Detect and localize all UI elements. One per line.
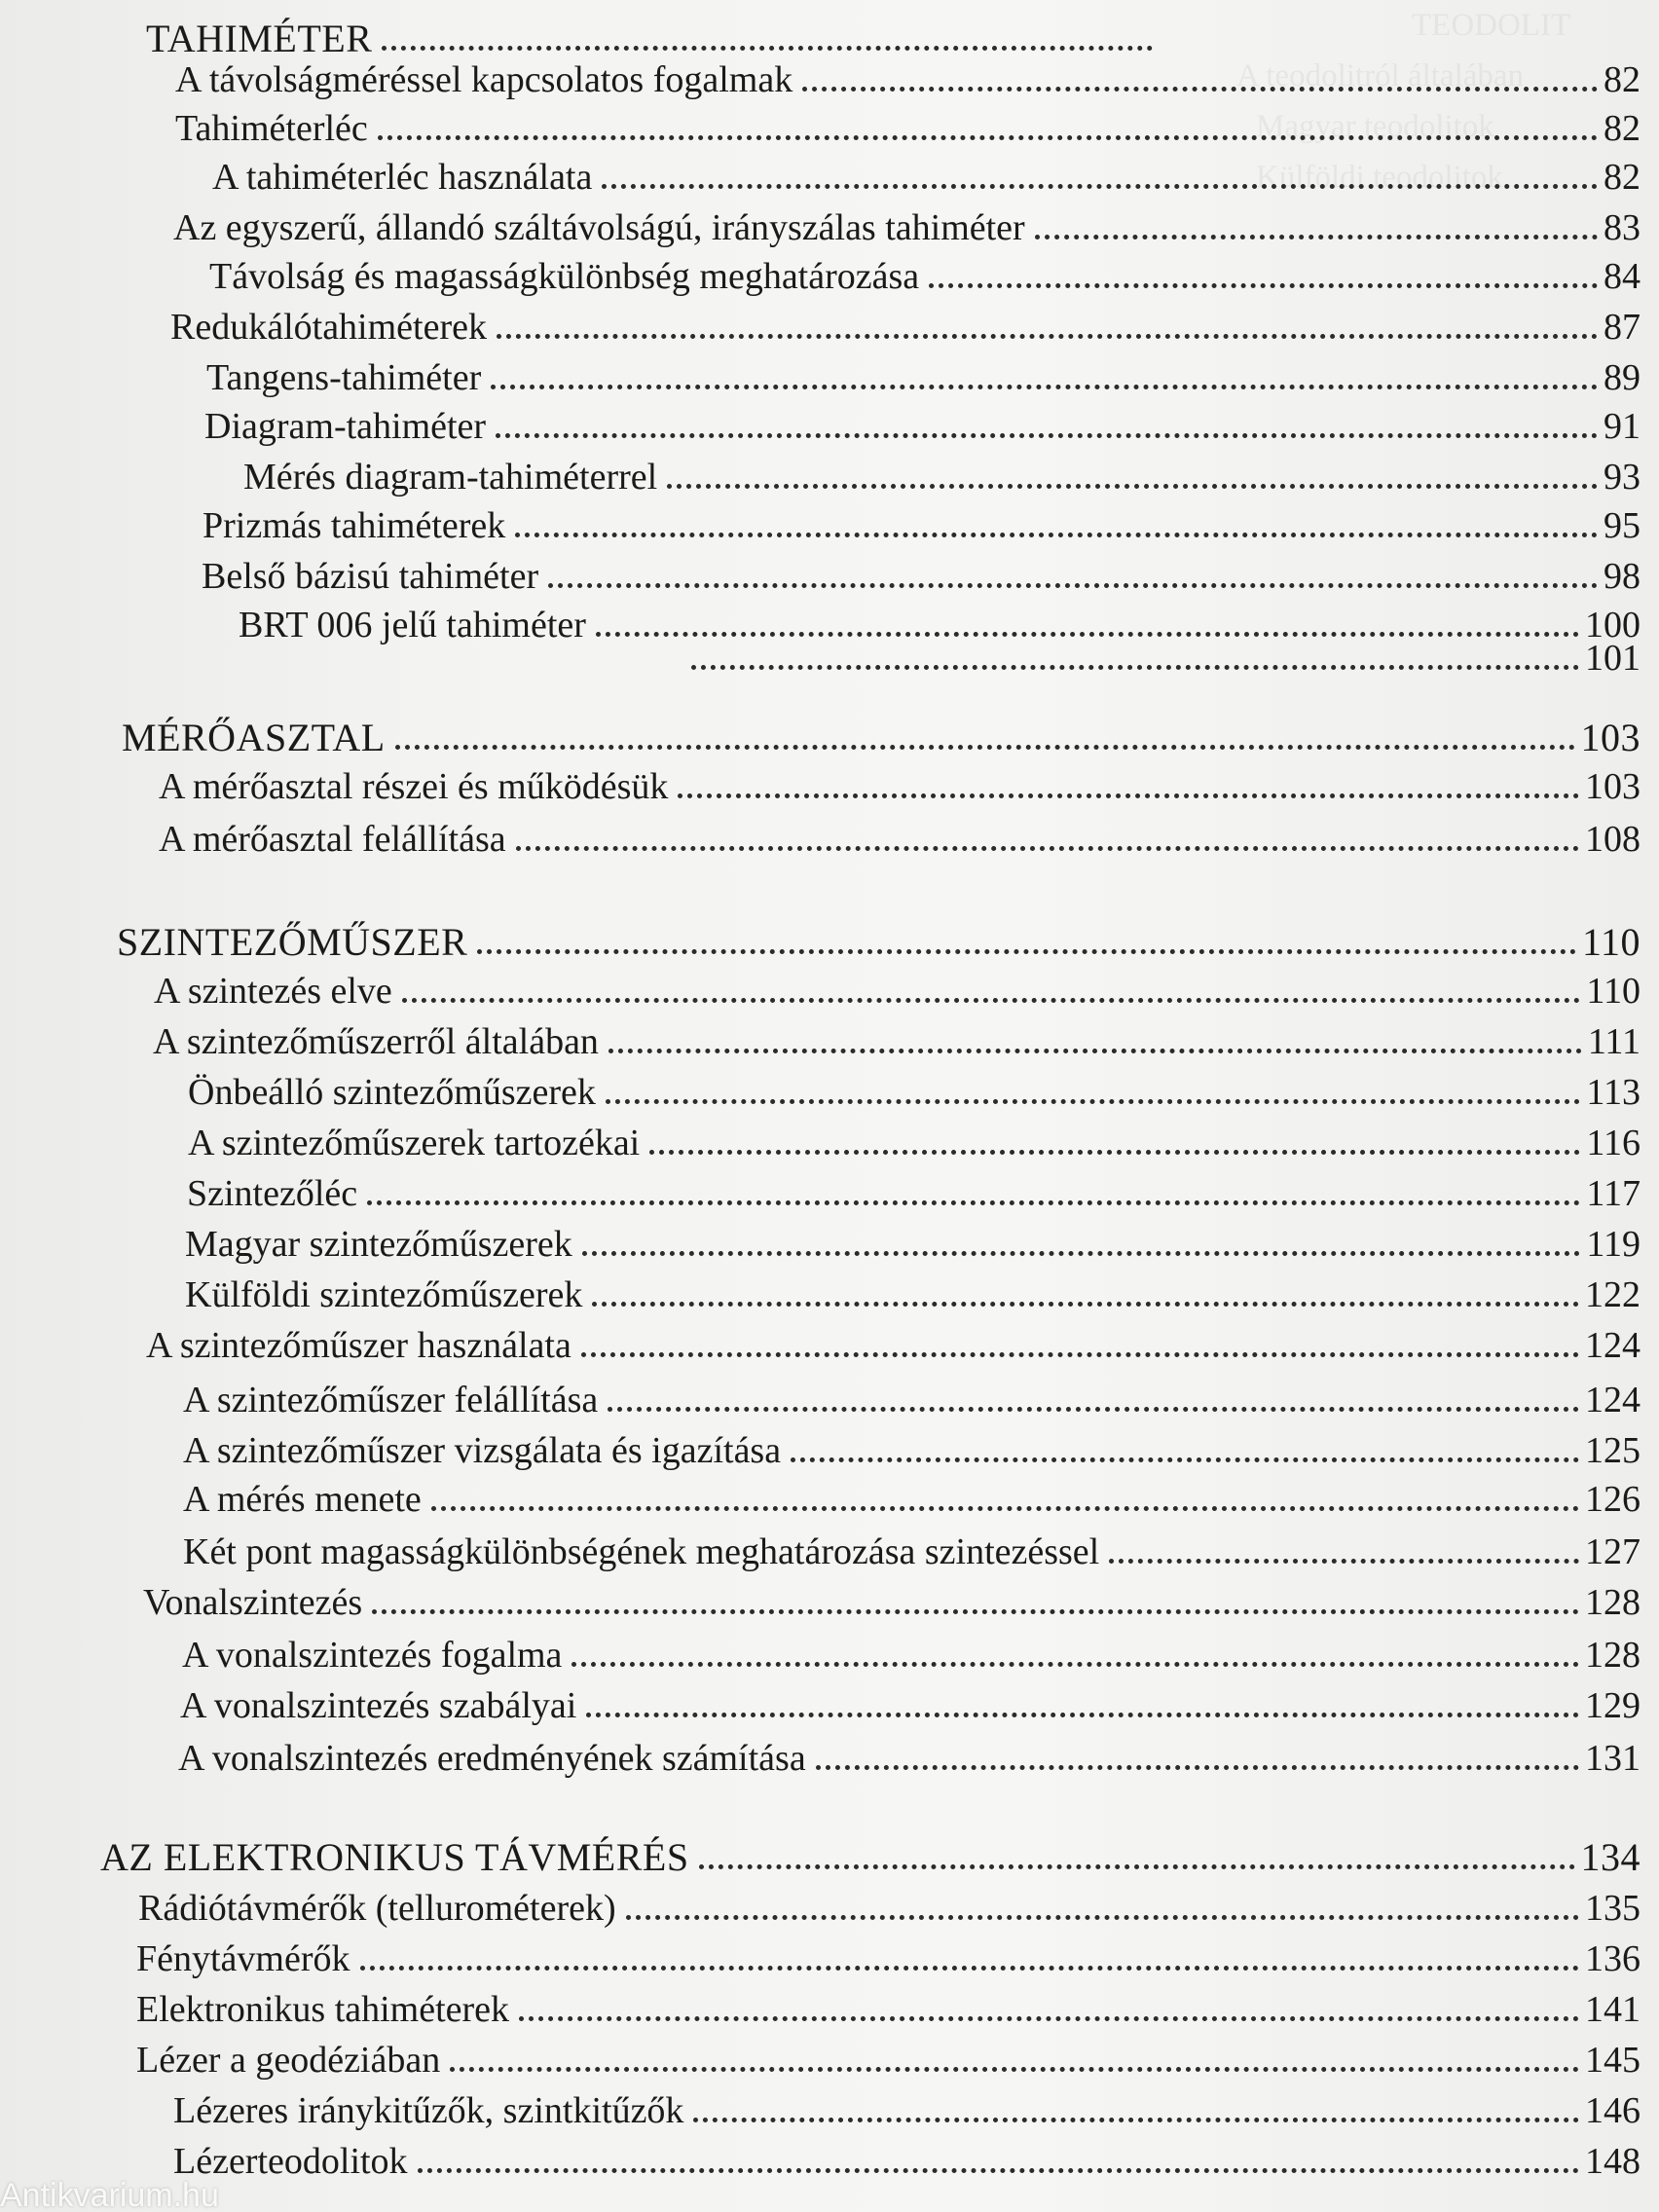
toc-entry-page: 135	[1585, 1888, 1641, 1929]
dot-leader	[667, 484, 1598, 489]
toc-entry-title: BRT 006 jelű tahiméter	[239, 605, 586, 645]
toc-entry-page: 131	[1585, 1738, 1641, 1779]
toc-entry	[204, 399, 1641, 450]
dot-leader	[571, 1662, 1579, 1667]
toc-entry	[173, 201, 1641, 251]
dot-leader	[382, 46, 1153, 51]
dot-leader	[693, 2118, 1579, 2122]
dot-leader	[519, 2016, 1579, 2021]
toc-heading	[100, 1830, 1641, 1881]
dot-leader	[496, 433, 1598, 438]
toc-entry-page: 83	[1604, 207, 1641, 248]
toc-entry	[159, 759, 1641, 810]
toc-entry-page: 122	[1585, 1274, 1641, 1315]
toc-entry-page: 124	[1585, 1325, 1641, 1366]
toc-entry	[212, 150, 1641, 201]
dot-leader	[816, 1765, 1579, 1770]
dot-leader	[431, 1506, 1579, 1511]
toc-entry-title: Tangens-tahiméter	[206, 357, 482, 398]
toc-entry	[136, 1932, 1641, 1982]
toc-entry	[183, 1525, 1641, 1575]
toc-entry-page: 87	[1604, 307, 1641, 348]
toc-entry	[188, 1065, 1641, 1116]
toc-entry-title: A szintezés elve	[154, 971, 392, 1012]
toc-entry-page: 127	[1585, 1531, 1641, 1572]
toc-entry-page: 119	[1586, 1224, 1641, 1265]
toc-entry-title: A szintezőműszerről általában	[153, 1021, 599, 1062]
toc-entry-page: 82	[1604, 108, 1641, 149]
toc-entry-page: 116	[1586, 1123, 1641, 1163]
toc-entry-title: Redukálótahiméterek	[170, 307, 487, 348]
dot-leader	[497, 334, 1598, 339]
toc-entry	[175, 53, 1641, 103]
toc-entry-page: 101	[1585, 638, 1641, 679]
toc-entry	[243, 450, 1641, 500]
toc-entry-page: 93	[1604, 457, 1641, 498]
toc-entry-title: Vonalszintezés	[143, 1582, 363, 1623]
toc-entry-page: 128	[1585, 1635, 1641, 1676]
toc-entry-page: 108	[1585, 819, 1641, 860]
toc-heading-title: MÉRŐASZTAL	[122, 716, 386, 759]
toc-entry-title: Önbeálló szintezőműszerek	[188, 1072, 596, 1113]
toc-entry	[173, 2134, 1641, 2185]
dot-leader	[372, 1609, 1579, 1614]
dot-leader	[1109, 1559, 1579, 1564]
bleed-line: A teodolitról általában	[1236, 58, 1525, 93]
toc-entry-title: A mérőasztal felállítása	[159, 819, 506, 860]
toc-entry-title: A szintezőműszer használata	[146, 1325, 571, 1366]
toc-entry-page: 113	[1586, 1072, 1641, 1113]
toc-entry-title: A távolságméréssel kapcsolatos fogalmak	[175, 59, 793, 100]
toc-entry-page: 141	[1585, 1989, 1641, 2030]
toc-entry-title: Távolság és magasságkülönbség meghatározása	[209, 256, 920, 297]
toc-entry-page: 95	[1604, 505, 1641, 546]
toc-entry-title: A szintezőműszer felállítása	[183, 1380, 599, 1420]
dot-leader	[418, 2168, 1579, 2173]
toc-entry-page: 136	[1585, 1938, 1641, 1979]
toc-entry	[136, 2033, 1641, 2083]
toc-entry-page: 84	[1604, 256, 1641, 297]
toc-entry-page: 148	[1585, 2141, 1641, 2182]
dot-leader	[1035, 235, 1598, 240]
dot-leader	[395, 745, 1575, 750]
toc-entry-title: Belső bázisú tahiméter	[202, 556, 539, 597]
toc-heading-page: 103	[1580, 716, 1641, 759]
toc-entry	[173, 2083, 1641, 2134]
toc-entry	[183, 1373, 1641, 1423]
toc-entry	[203, 498, 1641, 549]
toc-entry-title: A vonalszintezés fogalma	[182, 1635, 563, 1676]
toc-entry-title: A szintezőműszerek tartozékai	[188, 1123, 641, 1163]
toc-entry-title: A mérőasztal részei és működésük	[159, 766, 669, 807]
toc-entry-page: 125	[1585, 1430, 1641, 1471]
dot-leader	[586, 1713, 1579, 1717]
dot-leader	[608, 1049, 1582, 1053]
toc-entry-page: 117	[1586, 1173, 1641, 1214]
dot-leader	[608, 1407, 1579, 1412]
watermark: Antikvarium.hu	[0, 2177, 219, 2212]
toc-entry-page: 82	[1604, 157, 1641, 198]
dot-leader	[699, 1864, 1575, 1869]
toc-entry-title: Lézer a geodéziában	[136, 2040, 441, 2081]
dot-leader	[592, 1302, 1579, 1307]
dot-leader	[491, 385, 1598, 389]
dot-leader	[791, 1457, 1579, 1462]
toc-entry	[183, 1423, 1641, 1474]
dot-leader	[450, 2067, 1579, 2072]
toc-entry-title: Lézeres iránykitűzők, szintkitűzők	[173, 2090, 684, 2131]
toc-entry-title: Az egyszerű, állandó száltávolságú, irányszálas tahiméter	[173, 207, 1025, 248]
bleed-line: Külföldi teodolitok	[1256, 160, 1503, 195]
toc-heading-title: AZ ELEKTRONIKUS TÁVMÉRÉS	[100, 1835, 689, 1879]
toc-entry	[209, 249, 1641, 300]
toc-entry-title: Prizmás tahiméterek	[203, 505, 506, 546]
toc-entry-page: 82	[1604, 59, 1641, 100]
toc-entry	[187, 1166, 1641, 1217]
toc-entry-title: Külföldi szintezőműszerek	[185, 1274, 583, 1315]
dot-leader	[691, 665, 1579, 670]
toc-entry	[185, 1217, 1641, 1268]
toc-entry	[159, 812, 1641, 863]
dot-leader	[649, 1150, 1580, 1155]
toc-heading-title: TAHIMÉTER	[146, 17, 373, 60]
dot-leader	[548, 583, 1598, 588]
toc-entry-page: 98	[1604, 556, 1641, 597]
bleed-line: Magyar teodolitok	[1256, 109, 1494, 144]
toc-entry-page: 103	[1585, 766, 1641, 807]
toc-entry-page: 111	[1587, 1021, 1641, 1062]
toc-entry-title: Mérés diagram-tahiméterrel	[243, 457, 658, 498]
toc-entry	[185, 1268, 1641, 1318]
toc-heading-title: SZINTEZŐMŰSZER	[117, 920, 468, 964]
toc-entry-page: 126	[1585, 1479, 1641, 1520]
dot-leader	[378, 135, 1598, 140]
toc-entry-page: 146	[1585, 2090, 1641, 2131]
toc-entry	[182, 1628, 1641, 1678]
dot-leader	[678, 793, 1579, 798]
toc-entry	[188, 1116, 1641, 1166]
toc-entry-title: Elektronikus tahiméterek	[136, 1989, 510, 2030]
dot-leader	[582, 1251, 1581, 1256]
toc-entry	[154, 964, 1641, 1014]
toc-entry-title: A vonalszintezés szabályai	[180, 1685, 577, 1726]
toc-entry-page: 129	[1585, 1685, 1641, 1726]
dot-leader	[802, 87, 1598, 92]
toc-entry-title: Diagram-tahiméter	[204, 406, 487, 447]
toc-entry-title: A vonalszintezés eredményének számítása	[178, 1738, 806, 1779]
toc-entry-title: Fénytávmérők	[136, 1938, 350, 1979]
toc-entry-title: Lézerteodolitok	[173, 2141, 408, 2182]
toc-entry-page: 124	[1585, 1380, 1641, 1420]
toc-entry	[153, 1014, 1641, 1065]
toc-entry	[136, 1982, 1641, 2033]
toc-entry	[143, 1575, 1641, 1626]
toc-entry-page: 100	[1585, 605, 1641, 645]
bleed-line: TEODOLIT	[1412, 8, 1571, 43]
dot-leader	[360, 1966, 1579, 1971]
dot-leader	[515, 533, 1598, 537]
toc-heading	[122, 711, 1641, 761]
toc-entry	[178, 1731, 1641, 1782]
toc-entry	[175, 101, 1641, 152]
toc-entry	[146, 1318, 1641, 1369]
toc-entry	[682, 631, 1641, 682]
toc-heading-page: 134	[1580, 1835, 1641, 1879]
dot-leader	[367, 1200, 1580, 1205]
toc-entry-title: Tahiméterléc	[175, 108, 368, 149]
toc-entry-page: 128	[1585, 1582, 1641, 1623]
toc-entry-title: A mérés menete	[183, 1479, 422, 1520]
toc-heading	[117, 915, 1641, 966]
dot-leader	[477, 949, 1576, 954]
toc-entry-title: Két pont magasságkülönbségének meghatározása szintezéssel	[183, 1531, 1100, 1572]
toc-entry	[138, 1881, 1641, 1932]
dot-leader	[402, 998, 1581, 1003]
toc-entry-title: Szintezőléc	[187, 1173, 358, 1214]
toc-entry-page: 110	[1586, 971, 1641, 1012]
toc-entry	[202, 549, 1641, 600]
toc-entry-title: A szintezőműszer vizsgálata és igazítása	[183, 1430, 782, 1471]
dot-leader	[602, 184, 1598, 189]
toc-entry	[206, 350, 1641, 401]
dot-leader	[581, 1352, 1579, 1357]
toc-entry-title: Magyar szintezőműszerek	[185, 1224, 572, 1265]
dot-leader	[606, 1099, 1581, 1104]
toc-entry-title: Rádiótávmérők (tellurométerek)	[138, 1888, 616, 1929]
toc-heading-page: 110	[1581, 920, 1641, 964]
dot-leader	[929, 283, 1598, 288]
toc-entry	[183, 1472, 1641, 1523]
toc-entry	[170, 300, 1641, 350]
dot-leader	[626, 1915, 1579, 1920]
dot-leader	[516, 846, 1579, 851]
toc-entry	[180, 1678, 1641, 1729]
toc-entry-title: A tahiméterléc használata	[212, 157, 593, 198]
toc-entry-page: 91	[1604, 406, 1641, 447]
toc-entry-page: 89	[1604, 357, 1641, 398]
toc-entry-page: 145	[1585, 2040, 1641, 2081]
